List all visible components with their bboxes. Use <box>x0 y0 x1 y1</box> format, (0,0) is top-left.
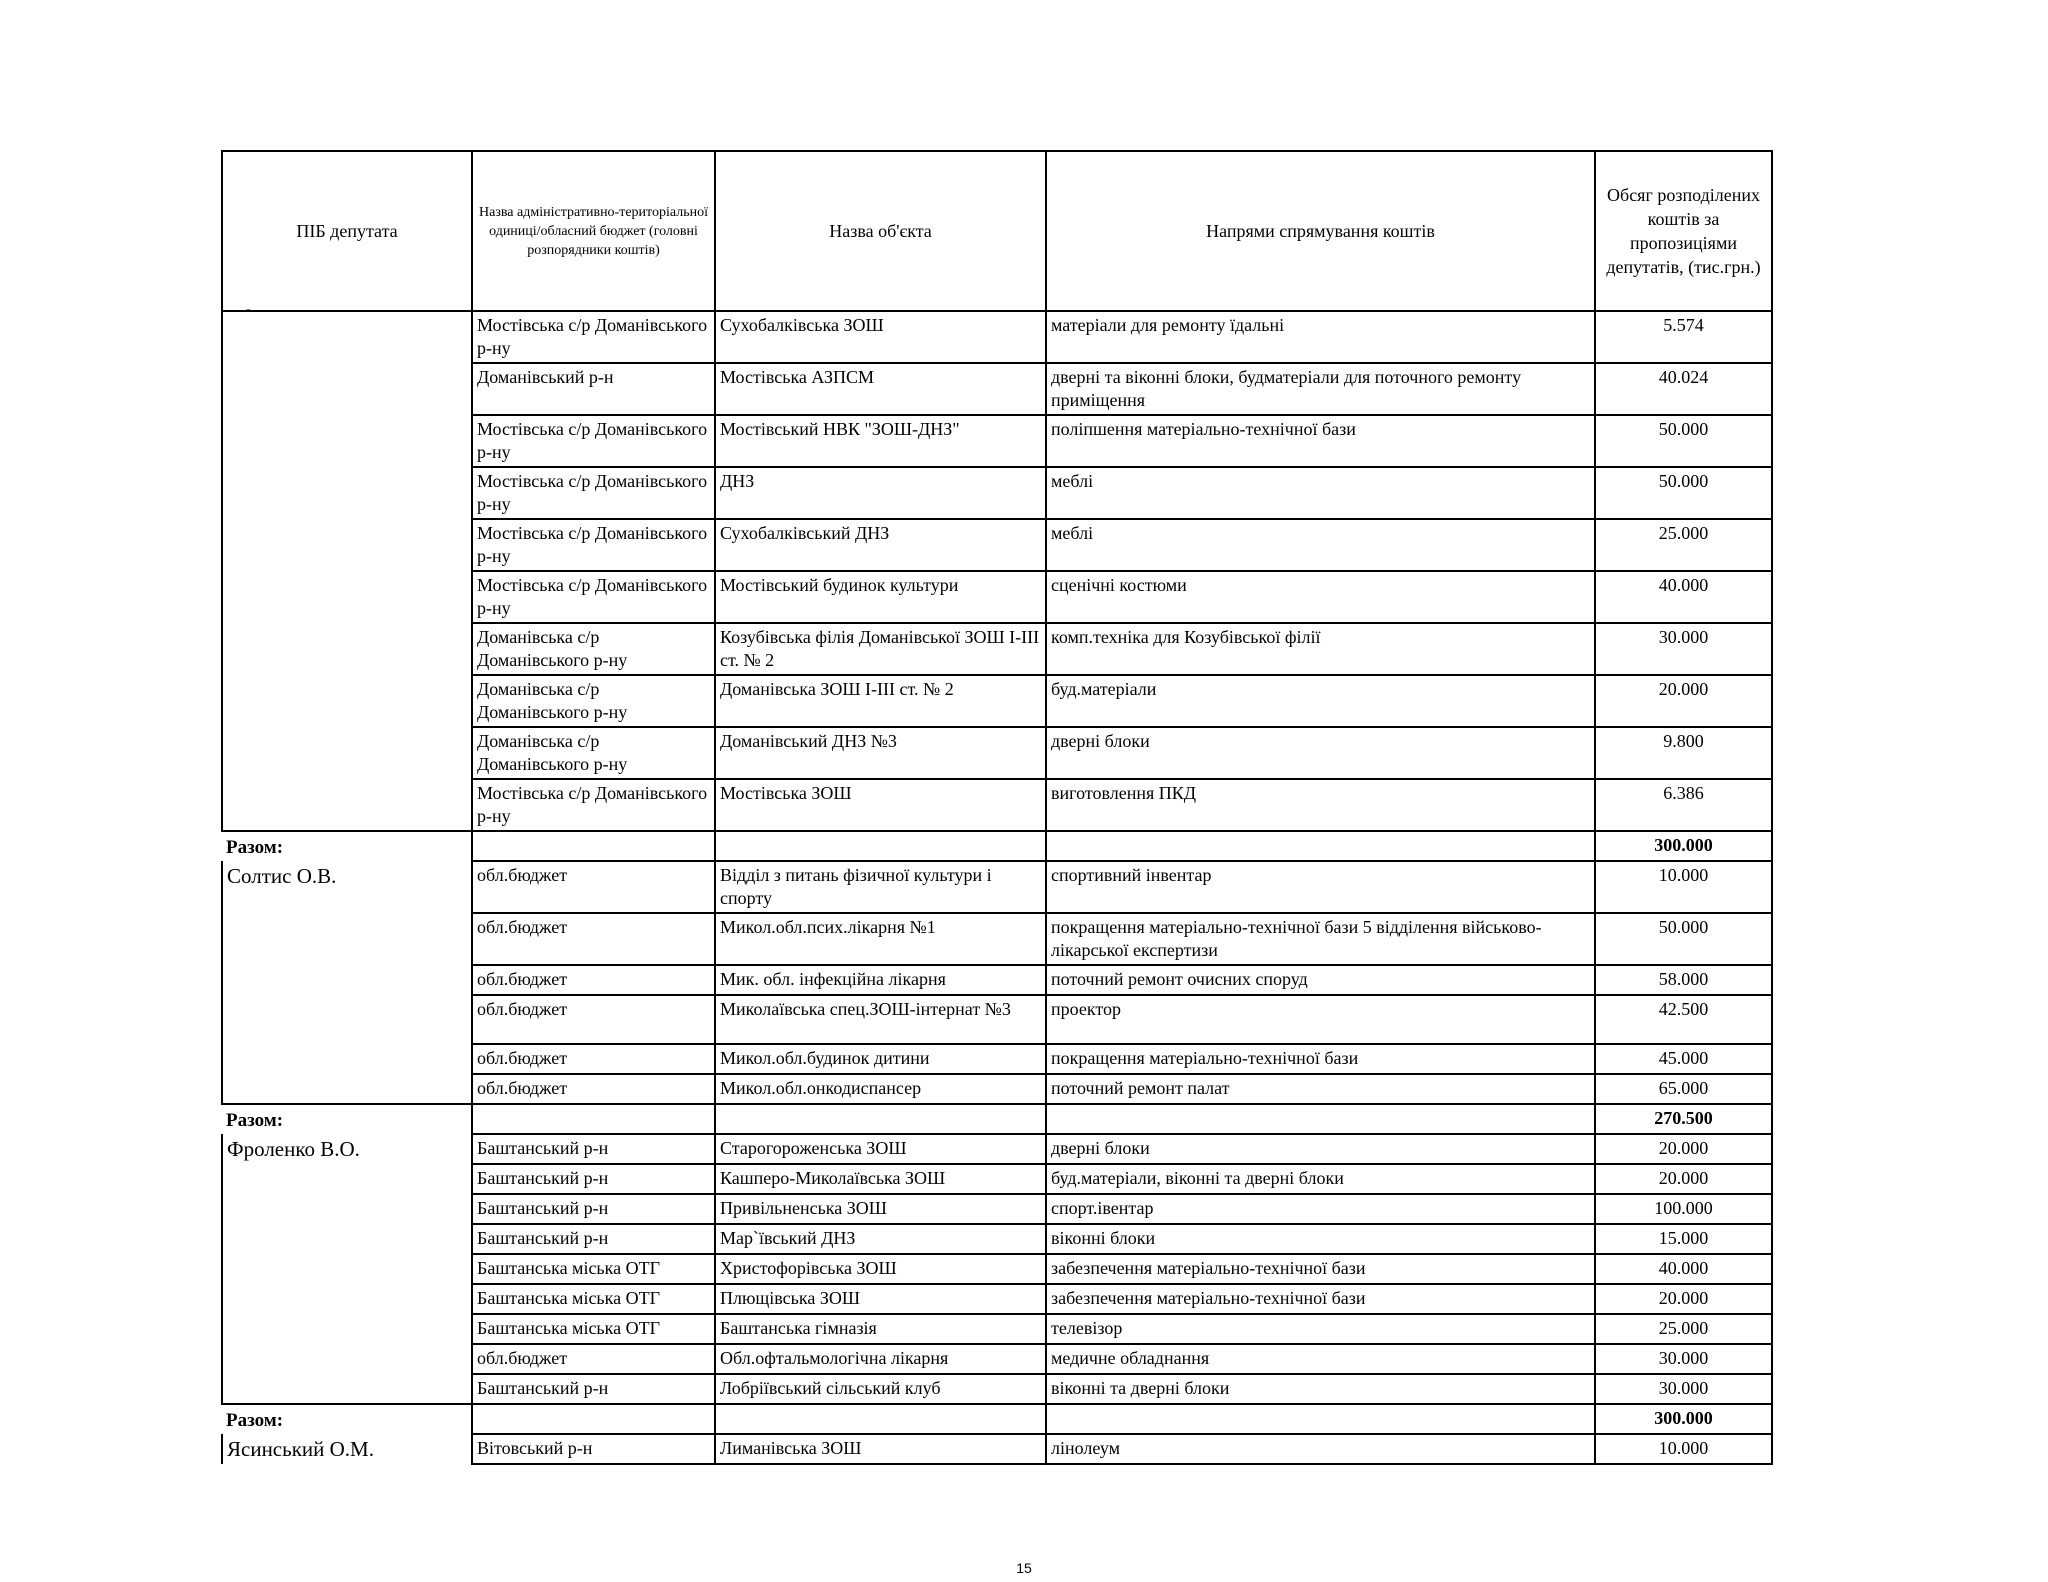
amount-cell: 50.000 <box>1595 467 1772 519</box>
unit-cell: Доманівська с/р Доманівського р-ну <box>472 727 715 779</box>
direction-cell: комп.техніка для Козубівської філії <box>1046 623 1595 675</box>
amount-cell: 25.000 <box>1595 519 1772 571</box>
unit-cell: Мостівська с/р Доманівського р-ну <box>472 467 715 519</box>
amount-cell: 30.000 <box>1595 623 1772 675</box>
direction-cell: телевізор <box>1046 1314 1595 1344</box>
direction-cell: покращення матеріально-технічної бази 5 відділення військово-лікарської експертизи <box>1046 913 1595 965</box>
unit-cell: Баштанська міська ОТГ <box>472 1314 715 1344</box>
object-cell: Микол.обл.онкодиспансер <box>715 1074 1046 1104</box>
amount-cell: 58.000 <box>1595 965 1772 995</box>
direction-cell: віконні блоки <box>1046 1224 1595 1254</box>
empty-cell <box>1046 1404 1595 1434</box>
direction-cell: поточний ремонт палат <box>1046 1074 1595 1104</box>
direction-cell: спортивний інвентар <box>1046 861 1595 913</box>
total-row <box>222 1404 1772 1434</box>
direction-cell: проектор <box>1046 995 1595 1044</box>
object-cell: Мар`ївський ДНЗ <box>715 1224 1046 1254</box>
amount-cell: 50.000 <box>1595 415 1772 467</box>
unit-cell: Доманівська с/р Доманівського р-ну <box>472 623 715 675</box>
table-row <box>222 1134 1772 1164</box>
amount-cell: 45.000 <box>1595 1044 1772 1074</box>
direction-cell: покращення матеріально-технічної бази <box>1046 1044 1595 1074</box>
unit-cell: Баштанський р-н <box>472 1224 715 1254</box>
unit-cell: обл.бюджет <box>472 1074 715 1104</box>
stray-mark: - <box>246 302 251 317</box>
direction-cell: лінолеум <box>1046 1434 1595 1464</box>
empty-cell <box>715 1104 1046 1134</box>
direction-cell: забезпечення матеріально-технічної бази <box>1046 1254 1595 1284</box>
direction-cell: дверні блоки <box>1046 727 1595 779</box>
unit-cell: обл.бюджет <box>472 965 715 995</box>
object-cell: Плющівська ЗОШ <box>715 1284 1046 1314</box>
object-cell: Мостівський будинок культури <box>715 571 1046 623</box>
amount-cell: 6.386 <box>1595 779 1772 831</box>
deputy-name: Солтис О.В. <box>222 861 472 1104</box>
object-cell: Привільненська ЗОШ <box>715 1194 1046 1224</box>
object-cell: Кашперо-Миколаївська ЗОШ <box>715 1164 1046 1194</box>
unit-cell: Мостівська с/р Доманівського р-ну <box>472 779 715 831</box>
amount-cell: 10.000 <box>1595 861 1772 913</box>
direction-cell: спорт.івентар <box>1046 1194 1595 1224</box>
direction-cell: поточний ремонт очисних споруд <box>1046 965 1595 995</box>
header-row <box>222 151 1772 311</box>
direction-cell: меблі <box>1046 467 1595 519</box>
amount-cell: 65.000 <box>1595 1074 1772 1104</box>
amount-cell: 10.000 <box>1595 1434 1772 1464</box>
total-row <box>222 831 1772 861</box>
direction-cell: дверні та віконні блоки, будматеріали для поточного ремонту приміщення <box>1046 363 1595 415</box>
object-cell: Христофорівська ЗОШ <box>715 1254 1046 1284</box>
amount-cell: 20.000 <box>1595 675 1772 727</box>
object-cell: Старогороженська ЗОШ <box>715 1134 1046 1164</box>
direction-cell: поліпшення матеріально-технічної бази <box>1046 415 1595 467</box>
deputy-name <box>222 311 472 831</box>
header-admin-unit: Назва адміністративно-територіальної одиниці/обласний бюджет (головні розпорядники коштів) <box>472 151 715 311</box>
amount-cell: 30.000 <box>1595 1344 1772 1374</box>
object-cell: Доманівська ЗОШ І-ІІІ ст. № 2 <box>715 675 1046 727</box>
amount-cell: 50.000 <box>1595 913 1772 965</box>
amount-cell: 30.000 <box>1595 1374 1772 1404</box>
amount-cell: 9.800 <box>1595 727 1772 779</box>
direction-cell: віконні та дверні блоки <box>1046 1374 1595 1404</box>
unit-cell: Баштанський р-н <box>472 1374 715 1404</box>
unit-cell: Доманівський р-н <box>472 363 715 415</box>
direction-cell: меблі <box>1046 519 1595 571</box>
object-cell: Баштанська гімназія <box>715 1314 1046 1344</box>
object-cell: Лиманівська ЗОШ <box>715 1434 1046 1464</box>
unit-cell: Мостівська с/р Доманівського р-ну <box>472 415 715 467</box>
unit-cell: Вітовський р-н <box>472 1434 715 1464</box>
unit-cell: Мостівська с/р Доманівського р-ну <box>472 519 715 571</box>
unit-cell: Баштанський р-н <box>472 1194 715 1224</box>
page-number: 15 <box>1016 1560 1032 1576</box>
object-cell: Обл.офтальмологічна лікарня <box>715 1344 1046 1374</box>
amount-cell: 40.000 <box>1595 1254 1772 1284</box>
unit-cell: Мостівська с/р Доманівського р-ну <box>472 311 715 363</box>
object-cell: Лобріївський сільський клуб <box>715 1374 1046 1404</box>
direction-cell: забезпечення матеріально-технічної бази <box>1046 1284 1595 1314</box>
unit-cell: обл.бюджет <box>472 995 715 1044</box>
amount-cell: 100.000 <box>1595 1194 1772 1224</box>
unit-cell: Мостівська с/р Доманівського р-ну <box>472 571 715 623</box>
header-direction: Напрями спрямування коштів <box>1046 151 1595 311</box>
unit-cell: Доманівська с/р Доманівського р-ну <box>472 675 715 727</box>
unit-cell: обл.бюджет <box>472 1044 715 1074</box>
amount-cell: 40.024 <box>1595 363 1772 415</box>
object-cell: Мостівський НВК "ЗОШ-ДНЗ" <box>715 415 1046 467</box>
direction-cell: виготовлення ПКД <box>1046 779 1595 831</box>
empty-cell <box>1046 831 1595 861</box>
unit-cell: обл.бюджет <box>472 913 715 965</box>
header-deputy: ПІБ депутата <box>222 151 472 311</box>
unit-cell: Баштанський р-н <box>472 1164 715 1194</box>
object-cell: Микол.обл.будинок дитини <box>715 1044 1046 1074</box>
amount-cell: 42.500 <box>1595 995 1772 1044</box>
amount-cell: 25.000 <box>1595 1314 1772 1344</box>
amount-cell: 20.000 <box>1595 1164 1772 1194</box>
object-cell: Доманівський ДНЗ №3 <box>715 727 1046 779</box>
deputy-name: Фроленко В.О. <box>222 1134 472 1404</box>
unit-cell: обл.бюджет <box>472 1344 715 1374</box>
total-label: Разом: <box>222 831 472 861</box>
total-label: Разом: <box>222 1104 472 1134</box>
unit-cell: Баштанський р-н <box>472 1134 715 1164</box>
amount-cell: 20.000 <box>1595 1134 1772 1164</box>
empty-cell <box>472 831 715 861</box>
amount-cell: 5.574 <box>1595 311 1772 363</box>
unit-cell: Баштанська міська ОТГ <box>472 1254 715 1284</box>
allocation-table <box>221 150 1773 1465</box>
header-object: Назва об'єкта <box>715 151 1046 311</box>
unit-cell: Баштанська міська ОТГ <box>472 1284 715 1314</box>
empty-cell <box>472 1104 715 1134</box>
object-cell: Відділ з питань фізичної культури і спорту <box>715 861 1046 913</box>
deputy-name: Ясинський О.М. <box>222 1434 472 1464</box>
direction-cell: матеріали для ремонту їдальні <box>1046 311 1595 363</box>
direction-cell: буд.матеріали <box>1046 675 1595 727</box>
table-row <box>222 1434 1772 1464</box>
total-amount: 270.500 <box>1595 1104 1772 1134</box>
unit-cell: обл.бюджет <box>472 861 715 913</box>
total-label: Разом: <box>222 1404 472 1434</box>
empty-cell <box>472 1404 715 1434</box>
direction-cell: буд.матеріали, віконні та дверні блоки <box>1046 1164 1595 1194</box>
total-row <box>222 1104 1772 1134</box>
direction-cell: медичне обладнання <box>1046 1344 1595 1374</box>
table-row <box>222 861 1772 913</box>
amount-cell: 20.000 <box>1595 1284 1772 1314</box>
total-amount: 300.000 <box>1595 1404 1772 1434</box>
empty-cell <box>715 1404 1046 1434</box>
direction-cell: дверні блоки <box>1046 1134 1595 1164</box>
total-amount: 300.000 <box>1595 831 1772 861</box>
amount-cell: 40.000 <box>1595 571 1772 623</box>
amount-cell: 15.000 <box>1595 1224 1772 1254</box>
object-cell: Сухобалківський ДНЗ <box>715 519 1046 571</box>
object-cell: Мостівська ЗОШ <box>715 779 1046 831</box>
empty-cell <box>1046 1104 1595 1134</box>
object-cell: Мостівська АЗПСМ <box>715 363 1046 415</box>
direction-cell: сценічні костюми <box>1046 571 1595 623</box>
object-cell: Микол.обл.псих.лікарня №1 <box>715 913 1046 965</box>
object-cell: Мик. обл. інфекційна лікарня <box>715 965 1046 995</box>
object-cell: Сухобалківська ЗОШ <box>715 311 1046 363</box>
object-cell: Козубівська філія Доманівської ЗОШ І-ІІІ ст. № 2 <box>715 623 1046 675</box>
table-row <box>222 311 1772 363</box>
object-cell: ДНЗ <box>715 467 1046 519</box>
header-amount: Обсяг розподілених коштів за пропозиціями депутатів, (тис.грн.) <box>1595 151 1772 311</box>
object-cell: Миколаївська спец.ЗОШ-інтернат №3 <box>715 995 1046 1044</box>
empty-cell <box>715 831 1046 861</box>
